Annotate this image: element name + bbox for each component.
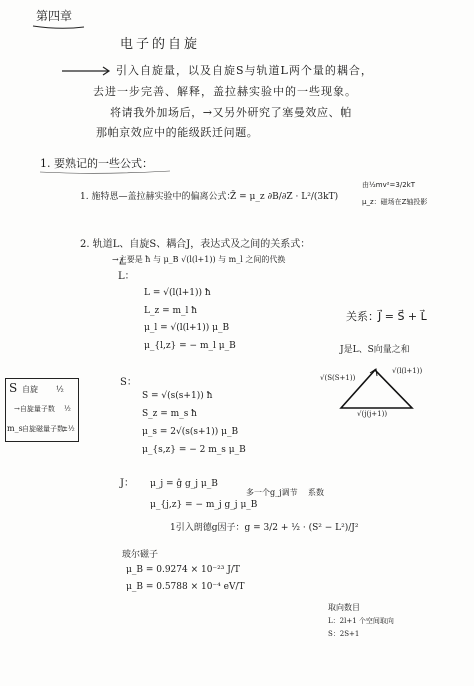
lande-g-factor: 1引入朗德g因子：g = 3/2 + ½ · (S² − L²)/J² bbox=[170, 523, 359, 533]
J-block-title: J： bbox=[120, 478, 135, 489]
orientation-title: 取向数目 bbox=[328, 603, 360, 612]
section-heading: 1. 要熟记的一些公式： bbox=[40, 157, 153, 170]
S-eq-mu-z: μ_{s,z} = − 2 m_s μ_B bbox=[142, 445, 246, 455]
L-eq-z: L_z = m_l ħ bbox=[144, 306, 198, 316]
S-eq-magnitude: S = √(s(s+1)) ħ bbox=[142, 391, 213, 401]
item2-arrow-note: →主要是 ħ 与 μ_B √(l(l+1)) 与 m_l 之间的代换 bbox=[112, 255, 286, 264]
intro-line-1: 引入自旋量，以及自旋S与轨道L两个量的耦合， bbox=[116, 64, 373, 77]
orientation-L: L：2l+1 个空间取向 bbox=[328, 617, 394, 625]
item1-formula: Z̄ = μ_z ∂B/∂Z · L²/(3kT) bbox=[230, 192, 339, 202]
intro-line-2: 去进一步完善、解释，盖拉赫实验中的一些现象。 bbox=[93, 85, 357, 98]
triangle-label-l: √(l(l+1)) bbox=[392, 367, 423, 375]
item2-label: 2. 轨道L、自旋S、耦合J，表达式及之间的关系式： bbox=[80, 239, 311, 250]
L-eq-mu: μ_l = √(l(l+1)) μ_B bbox=[144, 323, 230, 333]
J-note-coeff: 系数 bbox=[308, 488, 324, 497]
L-eq-magnitude: L = √(l(l+1)) ħ bbox=[144, 288, 211, 298]
S-block-title: S： bbox=[120, 377, 137, 388]
relation-note: J是L、S向量之和 bbox=[340, 345, 410, 355]
box-spin-qnum-value: ½ bbox=[64, 405, 71, 413]
triangle-label-s: √(S(S+1)) bbox=[320, 374, 356, 382]
S-eq-z: S_z = m_s ħ bbox=[142, 409, 197, 419]
J-eq-mu: μ_j = ĝ g_j μ_B bbox=[150, 479, 218, 489]
bohr-title: 玻尔磁子 bbox=[122, 550, 159, 560]
J-note-gj: 多一个g_j调节 bbox=[246, 488, 298, 497]
item1-note-projection: μ_z：磁场在Z轴投影 bbox=[362, 198, 428, 206]
intro-line-4: 那帕京效应中的能级跃迁问题。 bbox=[96, 126, 259, 139]
bohr-eq-ev: μ_B = 0.5788 × 10⁻⁴ eV/T bbox=[126, 582, 245, 592]
L-block-title: L： bbox=[118, 271, 135, 282]
bohr-eq-joule: μ_B = 0.9274 × 10⁻²³ J/T bbox=[126, 565, 240, 575]
box-spin-value: ½ bbox=[56, 385, 64, 394]
box-ms-label: 自旋磁量子数 bbox=[22, 425, 64, 433]
J-eq-mu-z: μ_{j,z} = − m_j g_j μ_B bbox=[150, 500, 258, 510]
triangle-label-j: √(j(j+1)) bbox=[357, 410, 388, 418]
box-symbol-ms: m_s bbox=[7, 424, 23, 433]
box-spin-label: 自旋 bbox=[22, 385, 38, 394]
relation-label: 关系： bbox=[346, 310, 379, 323]
L-eq-mu-z: μ_{l,z} = − m_l μ_B bbox=[144, 341, 236, 351]
relation-equation: J⃗ = S⃗ + L⃗ bbox=[378, 310, 427, 323]
item1-note-energy: 由½mv²=3/2kT bbox=[362, 181, 416, 189]
chapter-label: 第四章 bbox=[36, 9, 73, 23]
S-eq-mu: μ_s = 2√(s(s+1)) μ_B bbox=[142, 427, 239, 437]
box-spin-qnum: →自旋量子数 bbox=[14, 405, 55, 413]
item1-label: 1. 施特恩—盖拉赫实验中的偏离公式： bbox=[80, 192, 236, 202]
orientation-S: S：2S+1 bbox=[328, 630, 360, 638]
intro-line-3: 将请我外加场后，→又另外研究了塞曼效应、帕 bbox=[110, 106, 352, 119]
chapter-title: 电子的自旋 bbox=[120, 37, 201, 52]
box-ms-value: ±½ bbox=[62, 425, 75, 433]
box-symbol-s: S bbox=[9, 381, 18, 395]
